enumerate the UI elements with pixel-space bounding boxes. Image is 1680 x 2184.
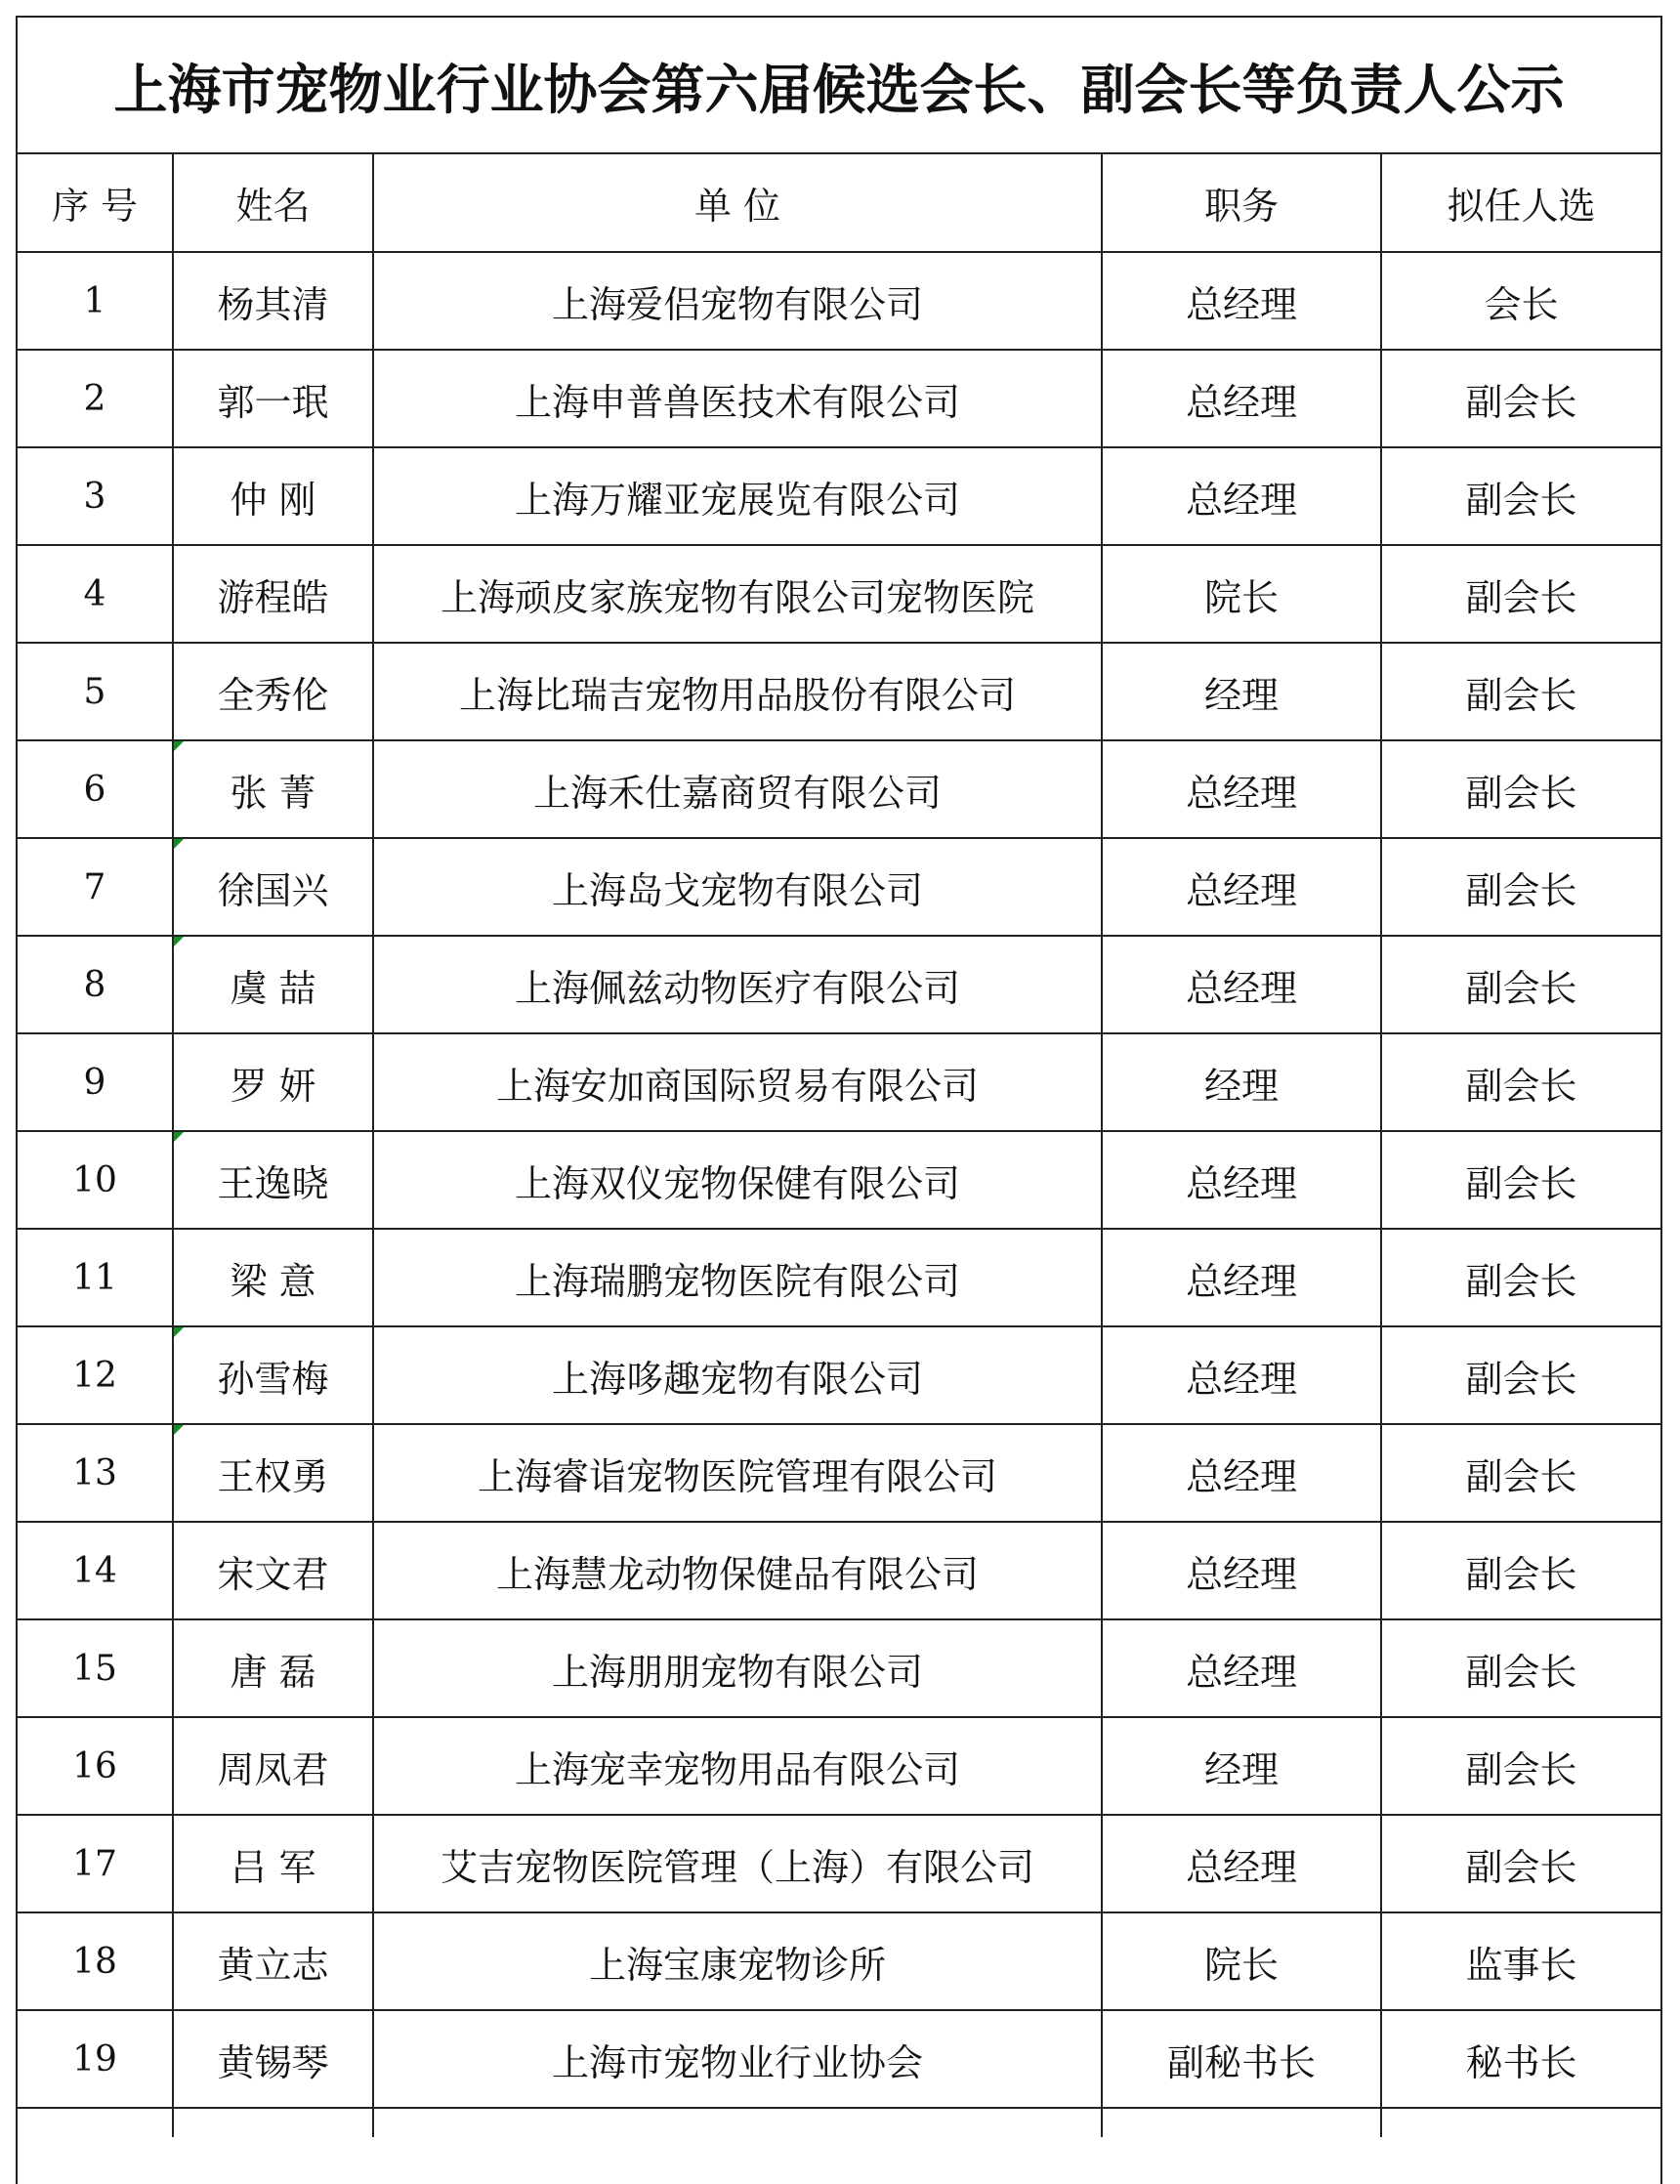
row-no: 6 [18,740,173,838]
row-unit: 上海宝康宠物诊所 [373,1912,1102,2010]
table-row [18,1326,1660,1424]
row-unit: 上海睿诣宠物医院管理有限公司 [373,1424,1102,1522]
row-role: 秘书长 [1381,2010,1660,2108]
row-role: 副会长 [1381,1815,1660,1912]
row-no: 13 [18,1424,173,1522]
header-unit: 单 位 [373,154,1102,252]
row-unit: 上海慧龙动物保健品有限公司 [373,1522,1102,1619]
document-sheet [16,16,1662,2184]
row-role: 副会长 [1381,350,1660,447]
row-name: 黄锡琴 [173,2010,373,2108]
row-name: 梁 意 [173,1229,373,1326]
row-name: 张 菁 [173,740,373,838]
row-no: 11 [18,1229,173,1326]
row-name: 徐国兴 [173,838,373,936]
table-row [18,1424,1660,1522]
row-unit: 上海哆趣宠物有限公司 [373,1326,1102,1424]
row-role: 副会长 [1381,447,1660,545]
row-unit: 上海比瑞吉宠物用品股份有限公司 [373,643,1102,740]
row-job: 总经理 [1102,1522,1381,1619]
row-unit: 上海双仪宠物保健有限公司 [373,1131,1102,1229]
row-job: 副秘书长 [1102,2010,1381,2108]
row-name: 全秀伦 [173,643,373,740]
table-row [18,350,1660,447]
row-job: 院长 [1102,1912,1381,2010]
row-unit: 上海申普兽医技术有限公司 [373,350,1102,447]
table-row [18,740,1660,838]
row-name: 仲 刚 [173,447,373,545]
header-no: 序 号 [18,154,173,252]
row-no: 7 [18,838,173,936]
table-row [18,1815,1660,1912]
row-job: 总经理 [1102,740,1381,838]
row-no: 16 [18,1717,173,1815]
row-job: 总经理 [1102,936,1381,1033]
row-no: 5 [18,643,173,740]
row-no: 14 [18,1522,173,1619]
table-row [18,1619,1660,1717]
row-unit: 上海顽皮家族宠物有限公司宠物医院 [373,545,1102,643]
table-row [18,838,1660,936]
row-empty [1381,2108,1660,2137]
row-role: 副会长 [1381,1033,1660,1131]
row-job: 总经理 [1102,1619,1381,1717]
row-name: 周凤君 [173,1717,373,1815]
row-no: 8 [18,936,173,1033]
table-row [18,545,1660,643]
table-row [18,1912,1660,2010]
row-role: 副会长 [1381,1424,1660,1522]
row-name: 吕 军 [173,1815,373,1912]
row-role: 副会长 [1381,643,1660,740]
row-no: 10 [18,1131,173,1229]
row-job: 总经理 [1102,1326,1381,1424]
table-row [18,1131,1660,1229]
row-role: 会长 [1381,252,1660,350]
table-row-partial [18,2108,1660,2137]
row-role: 副会长 [1381,1229,1660,1326]
row-unit: 上海爱侣宠物有限公司 [373,252,1102,350]
row-role: 副会长 [1381,1326,1660,1424]
row-job: 经理 [1102,1033,1381,1131]
row-empty [18,2108,173,2137]
table-row [18,2010,1660,2108]
row-role: 监事长 [1381,1912,1660,2010]
row-unit: 上海禾仕嘉商贸有限公司 [373,740,1102,838]
row-no: 3 [18,447,173,545]
row-name: 王逸晓 [173,1131,373,1229]
table-row [18,447,1660,545]
table-row [18,1033,1660,1131]
row-name: 孙雪梅 [173,1326,373,1424]
row-role: 副会长 [1381,1619,1660,1717]
row-job: 总经理 [1102,447,1381,545]
header-job: 职务 [1102,154,1381,252]
header-row [18,154,1660,252]
row-no: 19 [18,2010,173,2108]
table-row [18,936,1660,1033]
table-row [18,252,1660,350]
row-job: 总经理 [1102,1815,1381,1912]
row-no: 2 [18,350,173,447]
row-name: 宋文君 [173,1522,373,1619]
row-name: 郭一珉 [173,350,373,447]
row-name: 唐 磊 [173,1619,373,1717]
row-name: 虞 喆 [173,936,373,1033]
candidate-table [18,154,1660,2137]
row-no: 9 [18,1033,173,1131]
header-name: 姓名 [173,154,373,252]
row-job: 总经理 [1102,1424,1381,1522]
row-unit: 艾吉宠物医院管理（上海）有限公司 [373,1815,1102,1912]
row-role: 副会长 [1381,545,1660,643]
row-unit: 上海岛戈宠物有限公司 [373,838,1102,936]
row-role: 副会长 [1381,1717,1660,1815]
row-role: 副会长 [1381,838,1660,936]
row-job: 总经理 [1102,1131,1381,1229]
row-unit: 上海瑞鹏宠物医院有限公司 [373,1229,1102,1326]
row-job: 总经理 [1102,838,1381,936]
row-name: 王权勇 [173,1424,373,1522]
document-title: 上海市宠物业行业协会第六届候选会长、副会长等负责人公示 [18,18,1660,154]
row-no: 4 [18,545,173,643]
row-unit: 上海安加商国际贸易有限公司 [373,1033,1102,1131]
table-row [18,643,1660,740]
row-job: 总经理 [1102,1229,1381,1326]
row-unit: 上海朋朋宠物有限公司 [373,1619,1102,1717]
row-unit: 上海万耀亚宠展览有限公司 [373,447,1102,545]
table-row [18,1522,1660,1619]
row-job: 总经理 [1102,350,1381,447]
row-no: 1 [18,252,173,350]
row-name: 罗 妍 [173,1033,373,1131]
row-job: 院长 [1102,545,1381,643]
row-role: 副会长 [1381,936,1660,1033]
row-empty [1102,2108,1381,2137]
row-unit: 上海宠幸宠物用品有限公司 [373,1717,1102,1815]
row-name: 黄立志 [173,1912,373,2010]
row-empty [173,2108,373,2137]
row-unit: 上海市宠物业行业协会 [373,2010,1102,2108]
row-role: 副会长 [1381,1131,1660,1229]
row-job: 经理 [1102,1717,1381,1815]
row-no: 15 [18,1619,173,1717]
row-job: 总经理 [1102,252,1381,350]
row-name: 杨其清 [173,252,373,350]
row-job: 经理 [1102,643,1381,740]
header-role: 拟任人选 [1381,154,1660,252]
row-empty [373,2108,1102,2137]
row-no: 12 [18,1326,173,1424]
row-no: 18 [18,1912,173,2010]
table-row [18,1229,1660,1326]
row-role: 副会长 [1381,740,1660,838]
row-name: 游程皓 [173,545,373,643]
row-unit: 上海佩兹动物医疗有限公司 [373,936,1102,1033]
table-row [18,1717,1660,1815]
row-no: 17 [18,1815,173,1912]
row-role: 副会长 [1381,1522,1660,1619]
